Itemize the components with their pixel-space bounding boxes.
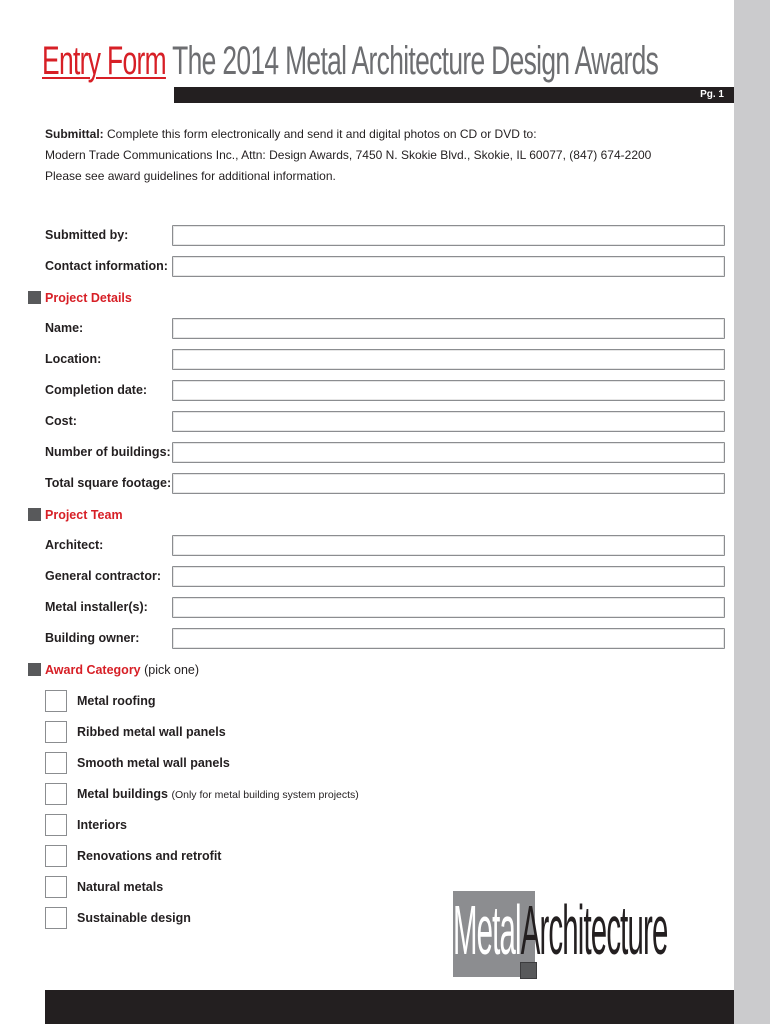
checkbox[interactable] — [45, 876, 67, 898]
contact-row — [45, 256, 725, 277]
metal-installer-row — [45, 597, 725, 618]
title-prefix: Entry Form — [42, 39, 166, 83]
location-label: Location: — [45, 352, 102, 366]
cost-row — [45, 411, 725, 432]
submitted-by-row — [45, 225, 725, 246]
category-option-interiors[interactable] — [45, 814, 305, 836]
page-number: Pg. 1 — [700, 89, 724, 100]
checkbox[interactable] — [45, 690, 67, 712]
metal-installer-input[interactable] — [172, 597, 725, 618]
project-team-heading — [28, 507, 428, 523]
general-contractor-input[interactable] — [172, 566, 725, 587]
submitted-by-input[interactable] — [172, 225, 725, 246]
checkbox[interactable] — [45, 783, 67, 805]
metal-installer-label: Metal installer(s): — [45, 600, 148, 614]
building-owner-label: Building owner: — [45, 631, 140, 645]
intro-line-1-text: Complete this form electronically and send it and digital photos on CD or DVD to: — [107, 127, 537, 141]
intro-text — [45, 124, 725, 187]
option-label-wrap — [77, 783, 359, 806]
option-label: Interiors — [77, 818, 128, 832]
category-option-metal-buildings[interactable] — [45, 783, 405, 805]
general-contractor-row — [45, 566, 725, 587]
intro-line-1 — [45, 124, 725, 145]
category-option-smooth-wall-panels[interactable] — [45, 752, 305, 774]
section-square-icon — [28, 291, 41, 304]
contact-input[interactable] — [172, 256, 725, 277]
name-row — [45, 318, 725, 339]
page-title — [42, 30, 658, 92]
option-label: Metal roofing — [77, 694, 156, 708]
number-of-buildings-label: Number of buildings: — [45, 445, 171, 459]
intro-line-3: Please see award guidelines for additional information. — [45, 169, 336, 183]
building-owner-input[interactable] — [172, 628, 725, 649]
metal-architecture-logo — [453, 891, 723, 981]
total-square-footage-input[interactable] — [172, 473, 725, 494]
award-category-note: (pick one) — [144, 663, 200, 677]
title-bar — [174, 87, 734, 103]
general-contractor-label: General contractor: — [45, 569, 162, 583]
option-note: (Only for metal building system projects) — [171, 789, 359, 801]
checkbox[interactable] — [45, 907, 67, 929]
logo-wordmark — [453, 893, 667, 967]
checkbox[interactable] — [45, 721, 67, 743]
total-square-footage-label: Total square footage: — [45, 476, 172, 490]
option-label: Sustainable design — [77, 911, 191, 925]
award-category-title — [45, 662, 199, 678]
number-of-buildings-row — [45, 442, 725, 463]
category-option-renovations[interactable] — [45, 845, 305, 867]
cost-input[interactable] — [172, 411, 725, 432]
right-margin-strip — [734, 0, 770, 1024]
location-row — [45, 349, 725, 370]
contact-label: Contact information: — [45, 259, 168, 273]
section-square-icon — [28, 663, 41, 676]
number-of-buildings-input[interactable] — [172, 442, 725, 463]
logo-word-metal: Metal — [453, 891, 521, 969]
name-label: Name: — [45, 321, 84, 335]
title-main: The 2014 Metal Architecture Design Awards — [172, 39, 659, 83]
category-option-metal-roofing[interactable] — [45, 690, 305, 712]
submitted-by-label: Submitted by: — [45, 228, 129, 242]
option-label: Metal buildings — [77, 787, 168, 801]
submittal-label: Submittal: — [45, 127, 104, 141]
cost-label: Cost: — [45, 414, 77, 428]
category-option-sustainable-design[interactable] — [45, 907, 305, 929]
section-square-icon — [28, 508, 41, 521]
option-label: Smooth metal wall panels — [77, 756, 230, 770]
footer-bar — [45, 990, 734, 1024]
option-label: Renovations and retrofit — [77, 849, 222, 863]
architect-row — [45, 535, 725, 556]
completion-date-row — [45, 380, 725, 401]
completion-date-input[interactable] — [172, 380, 725, 401]
checkbox[interactable] — [45, 814, 67, 836]
checkbox[interactable] — [45, 752, 67, 774]
building-owner-row — [45, 628, 725, 649]
intro-line-2: Modern Trade Communications Inc., Attn: Design Awards, 7450 N. Skokie Blvd., Skokie, IL 60077, (847) 674-2200 — [45, 148, 652, 162]
project-details-title: Project Details — [45, 291, 132, 305]
total-square-footage-row — [45, 473, 725, 494]
architect-label: Architect: — [45, 538, 104, 552]
location-input[interactable] — [172, 349, 725, 370]
option-label: Natural metals — [77, 880, 164, 894]
logo-word-architecture: Architecture — [520, 891, 668, 969]
name-input[interactable] — [172, 318, 725, 339]
project-team-title: Project Team — [45, 508, 123, 522]
option-label: Ribbed metal wall panels — [77, 725, 226, 739]
architect-input[interactable] — [172, 535, 725, 556]
completion-date-label: Completion date: — [45, 383, 148, 397]
project-details-heading — [28, 290, 428, 306]
award-category-title-text: Award Category — [45, 663, 141, 677]
category-option-natural-metals[interactable] — [45, 876, 305, 898]
award-category-heading — [28, 662, 428, 678]
category-option-ribbed-wall-panels[interactable] — [45, 721, 305, 743]
checkbox[interactable] — [45, 845, 67, 867]
